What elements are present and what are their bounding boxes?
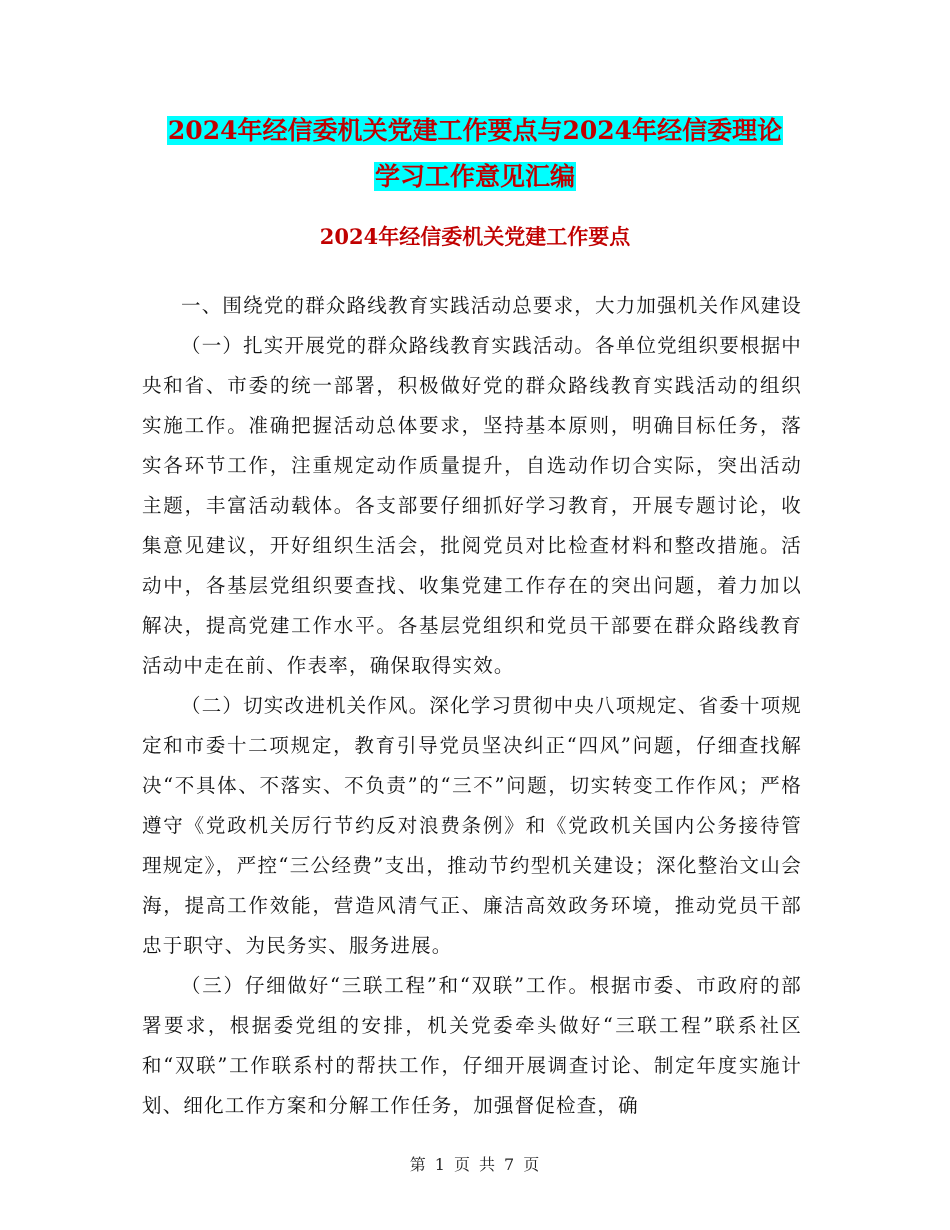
paragraph-3: （三）仔细做好“三联工程”和“双联”工作。根据市委、市政府的部署要求，根据委党组的安排，机关党委牵头做好“三联工程”联系社区和“双联”工作联系村的帮扶工作，仔细开展调查讨论、制定年度实施计划、细化工作方案和分解工作任务，加强督促检查，确	[142, 974, 802, 1117]
document-title-line-2	[0, 158, 950, 196]
paragraph-heading-1: 一、围绕党的群众路线教育实践活动总要求，大力加强机关作风建设	[181, 294, 803, 317]
footer-page-unit: 页	[453, 1155, 471, 1174]
footer-page-label: 第	[409, 1155, 427, 1174]
document-title-line-1	[0, 112, 950, 150]
page-footer	[0, 1152, 950, 1175]
section-heading: 2024年经信委机关党建工作要点	[319, 224, 631, 249]
footer-total-pages: 7	[504, 1155, 516, 1174]
paragraph-2: （二）切实改进机关作风。深化学习贯彻中央八项规定、省委十项规定和市委十二项规定，教育引导党员坚决纠正“四风”问题，仔细查找解决“不具体、不落实、不负责”的“三不”问题，切实转变工作作风；严格遵守《党政机关厉行节约反对浪费条例》和《党政机关国内公务接待管理规定》，严控“三公经费”支出，推动节约型机关建设；深化整治文山会海，提高工作效能，营造风清气正、廉洁高效政务环境，推动党员干部忠于职守、为民务实、服务进展。	[142, 694, 803, 957]
title-highlight-1: 2024年经信委机关党建工作要点与2024年经信委理论	[167, 116, 783, 145]
paragraph-1: （一）扎实开展党的群众路线教育实践活动。各单位党组织要根据中央和省、市委的统一部署，积极做好党的群众路线教育实践活动的组织实施工作。准确把握活动总体要求，坚持基本原则，明确目标任务，落实各环节工作，注重规定动作质量提升，自选动作切合实际，突出活动主题，丰富活动载体。各支部要仔细抓好学习教育，开展专题讨论，收集意见建议，开好组织生活会，批阅党员对比检查材料和整改措施。活动中，各基层党组织要查找、收集党建工作存在的突出问题，着力加以解决，提高党建工作水平。各基层党组织和党员干部要在群众路线教育活动中走在前、作表率，确保取得实效。	[142, 334, 803, 677]
footer-total-label: 共	[479, 1155, 497, 1174]
footer-page-number: 1	[434, 1155, 446, 1174]
document-body	[142, 286, 802, 1126]
footer-total-unit: 页	[523, 1155, 541, 1174]
title-highlight-2: 学习工作意见汇编	[374, 162, 575, 191]
